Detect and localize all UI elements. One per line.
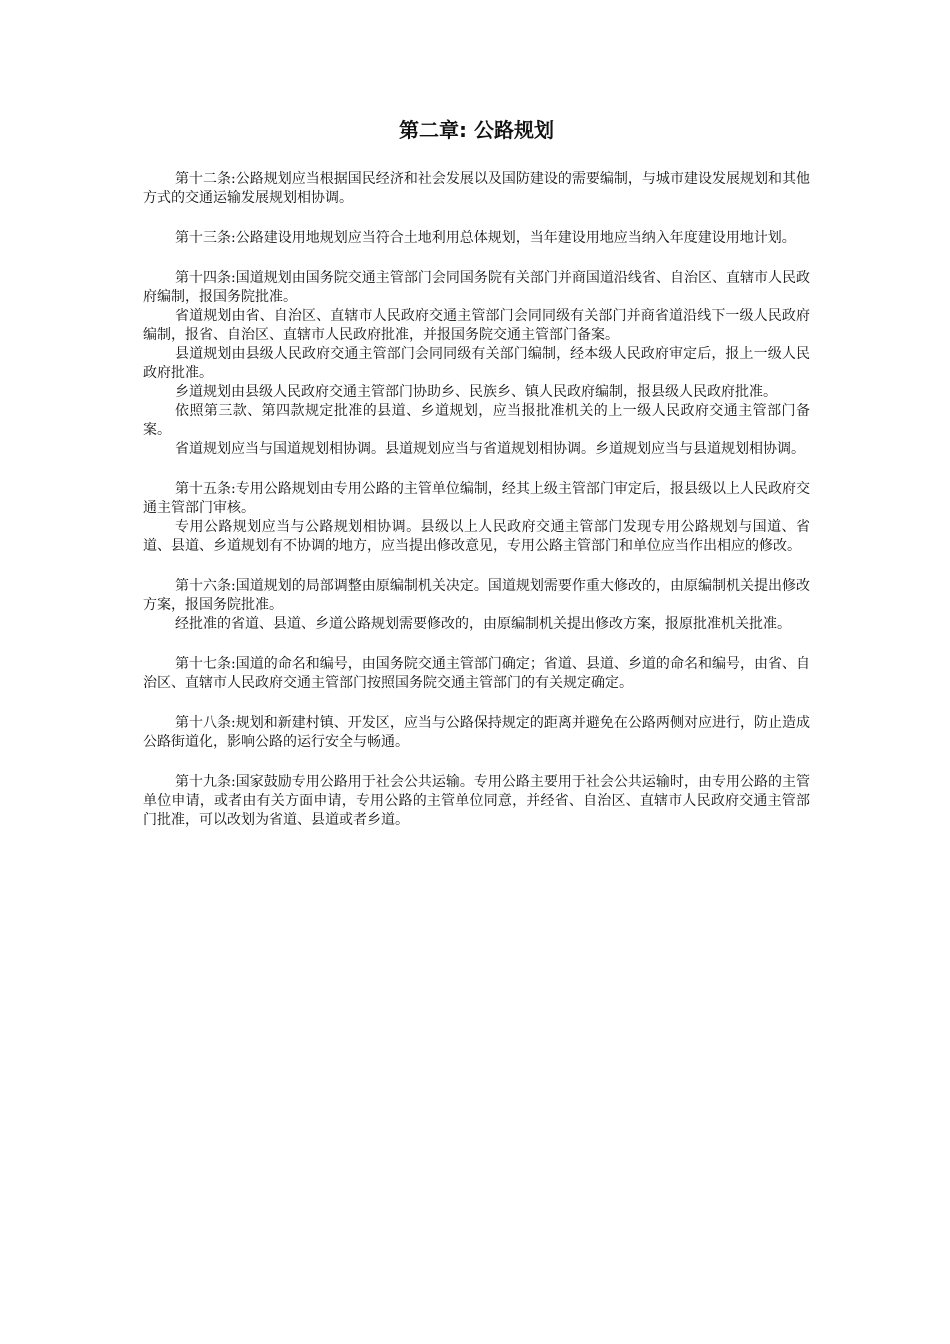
article-paragraph: 经批准的省道、县道、乡道公路规划需要修改的，由原编制机关提出修改方案，报原批准机关批准。 [175, 616, 791, 632]
article-19 [143, 773, 810, 830]
article-paragraph: 专用公路规划应当与公路规划相协调。县级以上人民政府交通主管部门发现专用公路规划与国道、省道、县道、乡道规划有不协调的地方，应当提出修改意见，专用公路主管部门和单位应当作出相应的修改。 [143, 519, 810, 554]
article-14 [143, 269, 810, 459]
article-paragraph: 乡道规划由县级人民政府交通主管部门协助乡、民族乡、镇人民政府编制，报县级人民政府批准。 [175, 384, 777, 400]
article-paragraph: 第十八条:规划和新建村镇、开发区，应当与公路保持规定的距离并避免在公路两侧对应进行，防止造成公路街道化，影响公路的运行安全与畅通。 [143, 715, 810, 750]
chapter-title: 第二章: 公路规划 [399, 118, 554, 142]
article-paragraph: 第十九条:国家鼓励专用公路用于社会公共运输。专用公路主要用于社会公共运输时，由专用公路的主管单位申请，或者由有关方面申请，专用公路的主管单位同意，并经省、自治区、直辖市人民政府交通主管部门批准，可以改划为省道、县道或者乡道。 [143, 774, 810, 828]
article-paragraph: 省道规划应当与国道规划相协调。县道规划应当与省道规划相协调。乡道规划应当与县道规划相协调。 [175, 441, 805, 457]
article-paragraph: 第十六条:国道规划的局部调整由原编制机关决定。国道规划需要作重大修改的，由原编制机关提出修改方案，报国务院批准。 [143, 578, 810, 613]
document-page [143, 116, 810, 851]
article-paragraph: 第十三条:公路建设用地规划应当符合土地利用总体规划，当年建设用地应当纳入年度建设用地计划。 [175, 230, 796, 246]
article-13 [143, 229, 810, 248]
article-paragraph: 省道规划由省、自治区、直辖市人民政府交通主管部门会同同级有关部门并商省道沿线下一级人民政府编制，报省、自治区、直辖市人民政府批准，并报国务院交通主管部门备案。 [143, 308, 810, 343]
article-paragraph: 第十二条:公路规划应当根据国民经济和社会发展以及国防建设的需要编制，与城市建设发展规划和其他方式的交通运输发展规划相协调。 [143, 171, 810, 206]
article-paragraph: 依照第三款、第四款规定批准的县道、乡道规划，应当报批准机关的上一级人民政府交通主管部门备案。 [143, 403, 810, 438]
article-paragraph: 县道规划由县级人民政府交通主管部门会同同级有关部门编制，经本级人民政府审定后，报上一级人民政府批准。 [143, 346, 810, 381]
article-paragraph: 第十七条:国道的命名和编号，由国务院交通主管部门确定；省道、县道、乡道的命名和编号，由省、自治区、直辖市人民政府交通主管部门按照国务院交通主管部门的有关规定确定。 [143, 656, 810, 691]
article-15 [143, 480, 810, 556]
article-paragraph: 第十五条:专用公路规划由专用公路的主管单位编制，经其上级主管部门审定后，报县级以上人民政府交通主管部门审核。 [143, 481, 810, 516]
article-18 [143, 714, 810, 752]
article-paragraph: 第十四条:国道规划由国务院交通主管部门会同国务院有关部门并商国道沿线省、自治区、直辖市人民政府编制，报国务院批准。 [143, 270, 810, 305]
article-17 [143, 655, 810, 693]
article-12 [143, 170, 810, 208]
article-16 [143, 577, 810, 634]
